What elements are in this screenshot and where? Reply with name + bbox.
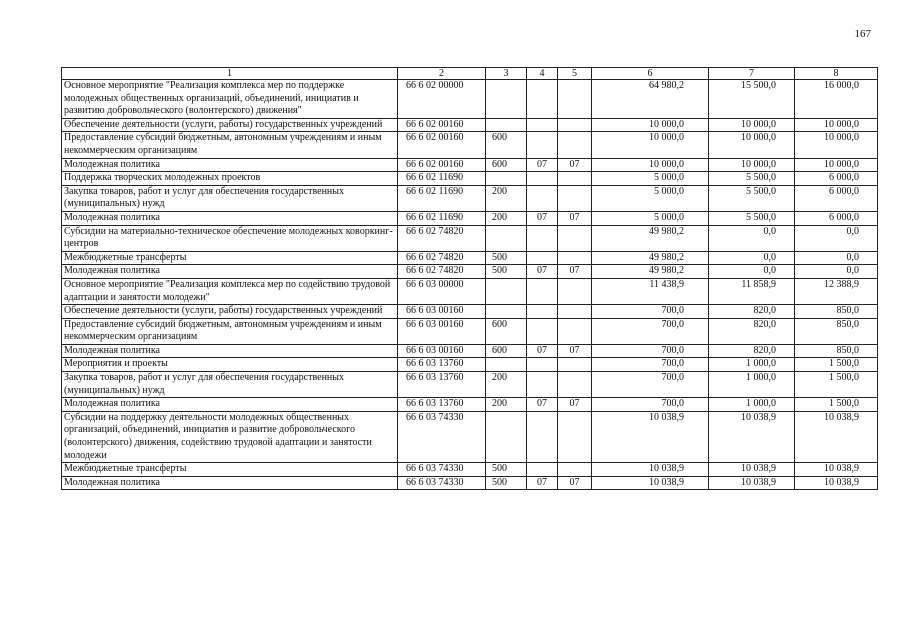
- row-subsection-cell: 07: [558, 265, 592, 279]
- row-amount-year3-cell: 1 500,0: [795, 372, 878, 398]
- row-name-cell: Предоставление субсидий бюджетным, автономным учреждениям и иным некоммерческим организациям: [62, 318, 398, 344]
- row-section-cell: 07: [527, 265, 558, 279]
- row-amount-year2-cell: 10 038,9: [709, 463, 795, 477]
- row-subsection-cell: [558, 411, 592, 462]
- row-code-cell: 66 6 03 13760: [398, 398, 486, 412]
- row-code-cell: 66 6 02 74820: [398, 251, 486, 265]
- row-code-cell: 66 6 02 74820: [398, 225, 486, 251]
- row-amount-year2-cell: 0,0: [709, 265, 795, 279]
- row-amount-year1-cell: 10 038,9: [592, 476, 709, 490]
- row-section-cell: [527, 358, 558, 372]
- budget-table: [61, 67, 878, 490]
- row-expense-type-cell: [486, 225, 527, 251]
- row-code-cell: 66 6 02 00160: [398, 158, 486, 172]
- row-name-cell: Основное мероприятие "Реализация комплекса мер по поддержке молодежных общественных организаций, объединений, инициатив и развитию добровольческого (волонтерского) движения": [62, 80, 398, 119]
- table-row: [62, 398, 878, 412]
- row-expense-type-cell: 600: [486, 318, 527, 344]
- row-amount-year3-cell: 10 038,9: [795, 411, 878, 462]
- row-expense-type-cell: [486, 411, 527, 462]
- row-name-cell: Обеспечение деятельности (услуги, работы) государственных учреждений: [62, 118, 398, 132]
- header-cell: 3: [486, 68, 527, 80]
- header-row: [62, 68, 878, 80]
- row-subsection-cell: [558, 132, 592, 158]
- row-name-cell: Субсидии на материально-техническое обеспечение молодежных коворкинг-центров: [62, 225, 398, 251]
- row-subsection-cell: 07: [558, 398, 592, 412]
- row-code-cell: 66 6 02 00160: [398, 118, 486, 132]
- row-amount-year3-cell: 6 000,0: [795, 185, 878, 211]
- row-name-cell: Закупка товаров, работ и услуг для обеспечения государственных (муниципальных) нужд: [62, 372, 398, 398]
- row-amount-year3-cell: 16 000,0: [795, 80, 878, 119]
- table-row: [62, 158, 878, 172]
- row-amount-year2-cell: 820,0: [709, 305, 795, 319]
- row-subsection-cell: [558, 463, 592, 477]
- row-expense-type-cell: [486, 278, 527, 304]
- row-amount-year3-cell: 0,0: [795, 265, 878, 279]
- table-row: [62, 463, 878, 477]
- table-row: [62, 118, 878, 132]
- row-amount-year3-cell: 10 000,0: [795, 158, 878, 172]
- row-amount-year2-cell: 15 500,0: [709, 80, 795, 119]
- row-amount-year1-cell: 64 980,2: [592, 80, 709, 119]
- table-row: [62, 265, 878, 279]
- row-subsection-cell: [558, 372, 592, 398]
- table-row: [62, 318, 878, 344]
- row-code-cell: 66 6 03 00160: [398, 318, 486, 344]
- row-code-cell: 66 6 03 74330: [398, 476, 486, 490]
- row-amount-year1-cell: 700,0: [592, 305, 709, 319]
- table-row: [62, 358, 878, 372]
- row-amount-year1-cell: 49 980,2: [592, 265, 709, 279]
- row-code-cell: 66 6 02 74820: [398, 265, 486, 279]
- row-amount-year3-cell: 10 000,0: [795, 132, 878, 158]
- row-amount-year2-cell: 1 000,0: [709, 372, 795, 398]
- table-row: [62, 132, 878, 158]
- row-subsection-cell: [558, 118, 592, 132]
- table-row: [62, 305, 878, 319]
- row-name-cell: Обеспечение деятельности (услуги, работы) государственных учреждений: [62, 305, 398, 319]
- table-row: [62, 476, 878, 490]
- page-number: 167: [854, 28, 871, 40]
- row-section-cell: [527, 251, 558, 265]
- row-name-cell: Межбюджетные трансферты: [62, 463, 398, 477]
- header-cell: 4: [527, 68, 558, 80]
- row-section-cell: [527, 278, 558, 304]
- row-amount-year1-cell: 10 000,0: [592, 158, 709, 172]
- row-section-cell: [527, 463, 558, 477]
- row-amount-year1-cell: 700,0: [592, 344, 709, 358]
- row-name-cell: Молодежная политика: [62, 158, 398, 172]
- row-code-cell: 66 6 03 00160: [398, 344, 486, 358]
- header-cell: 2: [398, 68, 486, 80]
- row-amount-year2-cell: 820,0: [709, 344, 795, 358]
- row-expense-type-cell: 500: [486, 476, 527, 490]
- row-name-cell: Основное мероприятие "Реализация комплекса мер по содействию трудовой адаптации и занятости молодежи": [62, 278, 398, 304]
- row-amount-year2-cell: 0,0: [709, 251, 795, 265]
- table-row: [62, 278, 878, 304]
- header-cell: 1: [62, 68, 398, 80]
- header-cell: 8: [795, 68, 878, 80]
- row-amount-year2-cell: 5 500,0: [709, 172, 795, 186]
- table-row: [62, 211, 878, 225]
- row-amount-year2-cell: 10 038,9: [709, 411, 795, 462]
- row-code-cell: 66 6 03 00160: [398, 305, 486, 319]
- row-amount-year1-cell: 700,0: [592, 372, 709, 398]
- row-expense-type-cell: 600: [486, 158, 527, 172]
- row-amount-year3-cell: 10 038,9: [795, 476, 878, 490]
- row-amount-year3-cell: 6 000,0: [795, 211, 878, 225]
- row-amount-year2-cell: 10 000,0: [709, 118, 795, 132]
- row-amount-year1-cell: 10 038,9: [592, 411, 709, 462]
- row-amount-year1-cell: 5 000,0: [592, 172, 709, 186]
- row-subsection-cell: 07: [558, 344, 592, 358]
- header-cell: 7: [709, 68, 795, 80]
- row-expense-type-cell: 200: [486, 372, 527, 398]
- row-expense-type-cell: [486, 172, 527, 186]
- row-name-cell: Молодежная политика: [62, 398, 398, 412]
- row-code-cell: 66 6 03 13760: [398, 372, 486, 398]
- table-row: [62, 172, 878, 186]
- row-amount-year3-cell: 850,0: [795, 344, 878, 358]
- row-subsection-cell: 07: [558, 211, 592, 225]
- row-expense-type-cell: 200: [486, 398, 527, 412]
- row-section-cell: [527, 305, 558, 319]
- header-cell: 6: [592, 68, 709, 80]
- row-amount-year1-cell: 10 000,0: [592, 132, 709, 158]
- row-expense-type-cell: 200: [486, 211, 527, 225]
- row-name-cell: Молодежная политика: [62, 265, 398, 279]
- row-section-cell: [527, 411, 558, 462]
- row-amount-year3-cell: 6 000,0: [795, 172, 878, 186]
- row-expense-type-cell: 600: [486, 132, 527, 158]
- row-subsection-cell: [558, 185, 592, 211]
- row-section-cell: [527, 318, 558, 344]
- row-amount-year1-cell: 49 980,2: [592, 225, 709, 251]
- row-expense-type-cell: 500: [486, 463, 527, 477]
- table-row: [62, 251, 878, 265]
- row-amount-year1-cell: 700,0: [592, 318, 709, 344]
- row-amount-year2-cell: 11 858,9: [709, 278, 795, 304]
- row-amount-year2-cell: 1 000,0: [709, 398, 795, 412]
- row-code-cell: 66 6 03 74330: [398, 411, 486, 462]
- row-subsection-cell: 07: [558, 158, 592, 172]
- row-amount-year1-cell: 10 000,0: [592, 118, 709, 132]
- row-section-cell: [527, 172, 558, 186]
- row-section-cell: [527, 372, 558, 398]
- row-code-cell: 66 6 03 13760: [398, 358, 486, 372]
- row-amount-year2-cell: 0,0: [709, 225, 795, 251]
- row-amount-year1-cell: 49 980,2: [592, 251, 709, 265]
- row-amount-year3-cell: 1 500,0: [795, 358, 878, 372]
- row-section-cell: 07: [527, 211, 558, 225]
- row-section-cell: 07: [527, 476, 558, 490]
- row-section-cell: [527, 225, 558, 251]
- row-amount-year3-cell: 10 038,9: [795, 463, 878, 477]
- row-code-cell: 66 6 02 11690: [398, 211, 486, 225]
- row-name-cell: Закупка товаров, работ и услуг для обеспечения государственных (муниципальных) нужд: [62, 185, 398, 211]
- row-amount-year3-cell: 12 388,9: [795, 278, 878, 304]
- row-amount-year3-cell: 0,0: [795, 225, 878, 251]
- row-section-cell: [527, 118, 558, 132]
- row-expense-type-cell: 600: [486, 344, 527, 358]
- row-name-cell: Поддержка творческих молодежных проектов: [62, 172, 398, 186]
- row-subsection-cell: [558, 278, 592, 304]
- row-subsection-cell: [558, 305, 592, 319]
- row-amount-year2-cell: 5 500,0: [709, 185, 795, 211]
- row-name-cell: Молодежная политика: [62, 211, 398, 225]
- row-section-cell: [527, 185, 558, 211]
- row-name-cell: Предоставление субсидий бюджетным, автономным учреждениям и иным некоммерческим организациям: [62, 132, 398, 158]
- row-amount-year2-cell: 820,0: [709, 318, 795, 344]
- row-subsection-cell: [558, 318, 592, 344]
- row-expense-type-cell: [486, 358, 527, 372]
- row-expense-type-cell: [486, 305, 527, 319]
- row-amount-year1-cell: 10 038,9: [592, 463, 709, 477]
- row-amount-year3-cell: 10 000,0: [795, 118, 878, 132]
- row-amount-year2-cell: 10 038,9: [709, 476, 795, 490]
- row-subsection-cell: [558, 172, 592, 186]
- row-amount-year2-cell: 5 500,0: [709, 211, 795, 225]
- row-code-cell: 66 6 03 00000: [398, 278, 486, 304]
- row-name-cell: Субсидии на поддержку деятельности молодежных общественных организаций, объединений, инициатив и развитие добровольческого (волонтерского) движения, содействию трудовой адаптации и занятости молодежи: [62, 411, 398, 462]
- row-subsection-cell: [558, 80, 592, 119]
- row-section-cell: 07: [527, 158, 558, 172]
- row-amount-year3-cell: 850,0: [795, 318, 878, 344]
- row-subsection-cell: [558, 225, 592, 251]
- row-amount-year1-cell: 5 000,0: [592, 185, 709, 211]
- row-section-cell: 07: [527, 344, 558, 358]
- row-amount-year1-cell: 11 438,9: [592, 278, 709, 304]
- table-row: [62, 185, 878, 211]
- table-row: [62, 372, 878, 398]
- row-section-cell: [527, 80, 558, 119]
- table-body: [62, 68, 878, 490]
- table-row: [62, 80, 878, 119]
- table-row: [62, 344, 878, 358]
- row-amount-year2-cell: 10 000,0: [709, 132, 795, 158]
- row-name-cell: Мероприятия и проекты: [62, 358, 398, 372]
- row-amount-year3-cell: 850,0: [795, 305, 878, 319]
- row-amount-year2-cell: 10 000,0: [709, 158, 795, 172]
- row-subsection-cell: [558, 358, 592, 372]
- row-code-cell: 66 6 02 00160: [398, 132, 486, 158]
- row-amount-year1-cell: 700,0: [592, 398, 709, 412]
- row-subsection-cell: 07: [558, 476, 592, 490]
- row-expense-type-cell: 500: [486, 251, 527, 265]
- row-expense-type-cell: 200: [486, 185, 527, 211]
- row-name-cell: Молодежная политика: [62, 476, 398, 490]
- row-amount-year1-cell: 700,0: [592, 358, 709, 372]
- row-amount-year3-cell: 1 500,0: [795, 398, 878, 412]
- header-cell: 5: [558, 68, 592, 80]
- row-expense-type-cell: 500: [486, 265, 527, 279]
- row-section-cell: 07: [527, 398, 558, 412]
- row-name-cell: Межбюджетные трансферты: [62, 251, 398, 265]
- row-code-cell: 66 6 03 74330: [398, 463, 486, 477]
- row-section-cell: [527, 132, 558, 158]
- table-row: [62, 225, 878, 251]
- row-name-cell: Молодежная политика: [62, 344, 398, 358]
- row-code-cell: 66 6 02 00000: [398, 80, 486, 119]
- row-code-cell: 66 6 02 11690: [398, 185, 486, 211]
- row-expense-type-cell: [486, 118, 527, 132]
- row-amount-year2-cell: 1 000,0: [709, 358, 795, 372]
- row-expense-type-cell: [486, 80, 527, 119]
- row-amount-year1-cell: 5 000,0: [592, 211, 709, 225]
- table-row: [62, 411, 878, 462]
- row-code-cell: 66 6 02 11690: [398, 172, 486, 186]
- row-amount-year3-cell: 0,0: [795, 251, 878, 265]
- row-subsection-cell: [558, 251, 592, 265]
